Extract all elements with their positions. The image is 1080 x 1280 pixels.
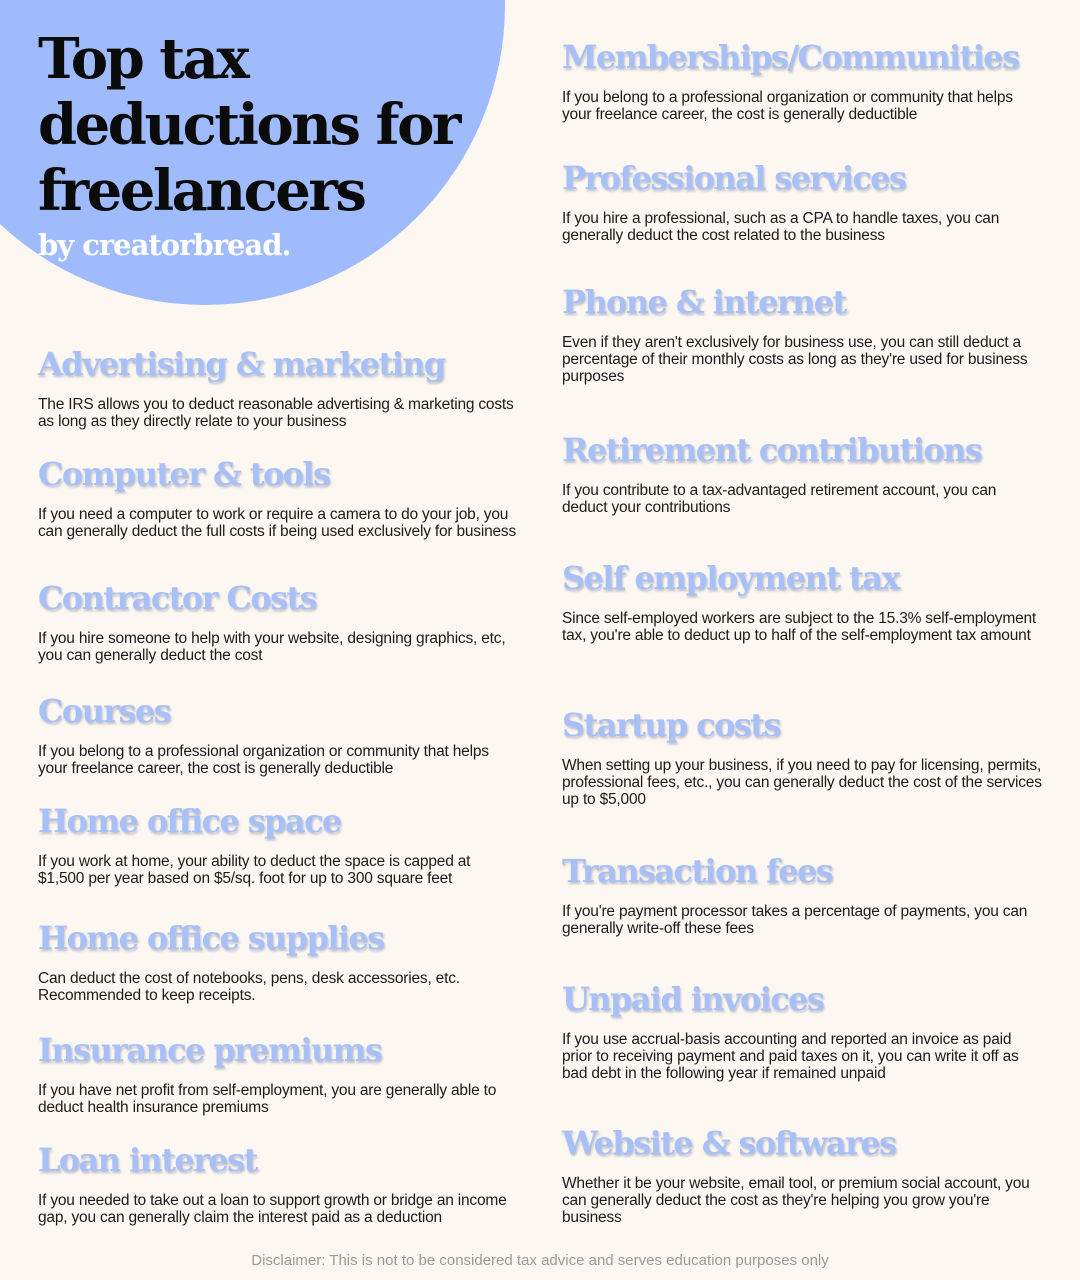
deduction-description: If you needed to take out a loan to support growth or bridge an income gap, you can generally claim the interest paid as a deduction	[38, 1192, 507, 1226]
deduction-description: If you work at home, your ability to deduct the space is capped at $1,500 per year based on $5/sq. foot for up to 300 square feet	[38, 853, 471, 887]
deduction-heading: Home office supplies	[38, 919, 384, 957]
deduction-description: If you belong to a professional organization or community that helps your freelance career, the cost is generally deductible	[38, 743, 489, 777]
deduction-heading: Computer & tools	[38, 455, 330, 493]
deduction-heading: Insurance premiums	[38, 1031, 382, 1069]
deduction-heading: Self employment tax	[562, 559, 899, 597]
disclaimer-text: Disclaimer: This is not to be considered tax advice and serves education purposes only	[251, 1252, 829, 1269]
deduction-heading: Loan interest	[38, 1141, 257, 1179]
deduction-description: Whether it be your website, email tool, or premium social account, you can generally deduct the cost as they're helping you grow you're business	[562, 1175, 1030, 1226]
deduction-phone-internet	[562, 282, 1042, 385]
deduction-heading: Phone & internet	[562, 283, 846, 321]
deduction-insurance-premiums	[38, 1030, 518, 1116]
page-title: Top tax deductions for freelancers	[38, 26, 459, 224]
byline: by creatorbread.	[38, 228, 291, 262]
deduction-unpaid-invoices	[562, 979, 1042, 1082]
deduction-contractor-costs	[38, 578, 518, 664]
deduction-website-softwares	[562, 1123, 1042, 1226]
deduction-description: When setting up your business, if you need to pay for licensing, permits, professional fees, etc., you can generally deduct the cost of the services up to $5,000	[562, 757, 1042, 808]
deduction-professional-services	[562, 158, 1042, 244]
deduction-home-office-supplies	[38, 918, 518, 1004]
deduction-heading: Professional services	[562, 159, 906, 197]
deduction-transaction-fees	[562, 851, 1042, 937]
deduction-retirement-contributions	[562, 430, 1042, 516]
deduction-heading: Contractor Costs	[38, 579, 317, 617]
deduction-description: If you belong to a professional organization or community that helps your freelance career, the cost is generally deductible	[562, 89, 1013, 123]
deduction-loan-interest	[38, 1140, 518, 1226]
deduction-description: Since self-employed workers are subject to the 15.3% self-employment tax, you're able to deduct up to half of the self-employment tax amount	[562, 610, 1037, 644]
deduction-advertising-marketing	[38, 344, 518, 430]
deduction-heading: Retirement contributions	[562, 431, 982, 469]
deduction-memberships-communities	[562, 37, 1042, 123]
deduction-self-employment-tax	[562, 558, 1042, 644]
deduction-description: Can deduct the cost of notebooks, pens, desk accessories, etc. Recommended to keep receipts.	[38, 970, 460, 1004]
deduction-startup-costs	[562, 705, 1042, 808]
deduction-heading: Advertising & marketing	[38, 345, 445, 383]
deduction-courses	[38, 691, 518, 777]
deduction-description: If you contribute to a tax-advantaged retirement account, you can deduct your contributions	[562, 482, 997, 516]
deduction-description: If you need a computer to work or require a camera to do your job, you can generally deduct the full costs if being used exclusively for business	[38, 506, 517, 540]
deduction-heading: Memberships/Communities	[562, 38, 1019, 76]
deduction-heading: Unpaid invoices	[562, 980, 824, 1018]
deduction-description: If you use accrual-basis accounting and reported an invoice as paid prior to receiving payment and paid taxes on it, you can write it off as bad debt in the following year if remained unpaid	[562, 1031, 1019, 1082]
deduction-description: If you hire a professional, such as a CPA to handle taxes, you can generally deduct the cost related to the business	[562, 210, 1000, 244]
deduction-heading: Website & softwares	[562, 1124, 896, 1162]
deduction-description: The IRS allows you to deduct reasonable advertising & marketing costs as long as they directly relate to your business	[38, 396, 514, 430]
deduction-computer-tools	[38, 454, 518, 540]
deduction-heading: Startup costs	[562, 706, 780, 744]
deduction-heading: Home office space	[38, 802, 341, 840]
deduction-heading: Transaction fees	[562, 852, 833, 890]
deduction-description: If you're payment processor takes a percentage of payments, you can generally write-off these fees	[562, 903, 1028, 937]
deduction-description: Even if they aren't exclusively for business use, you can still deduct a percentage of their monthly costs as long as they're used for business purposes	[562, 334, 1028, 385]
deduction-heading: Courses	[38, 692, 171, 730]
deduction-description: If you have net profit from self-employment, you are generally able to deduct health insurance premiums	[38, 1082, 497, 1116]
deduction-description: If you hire someone to help with your website, designing graphics, etc, you can generally deduct the cost	[38, 630, 506, 664]
deduction-home-office-space	[38, 801, 518, 887]
